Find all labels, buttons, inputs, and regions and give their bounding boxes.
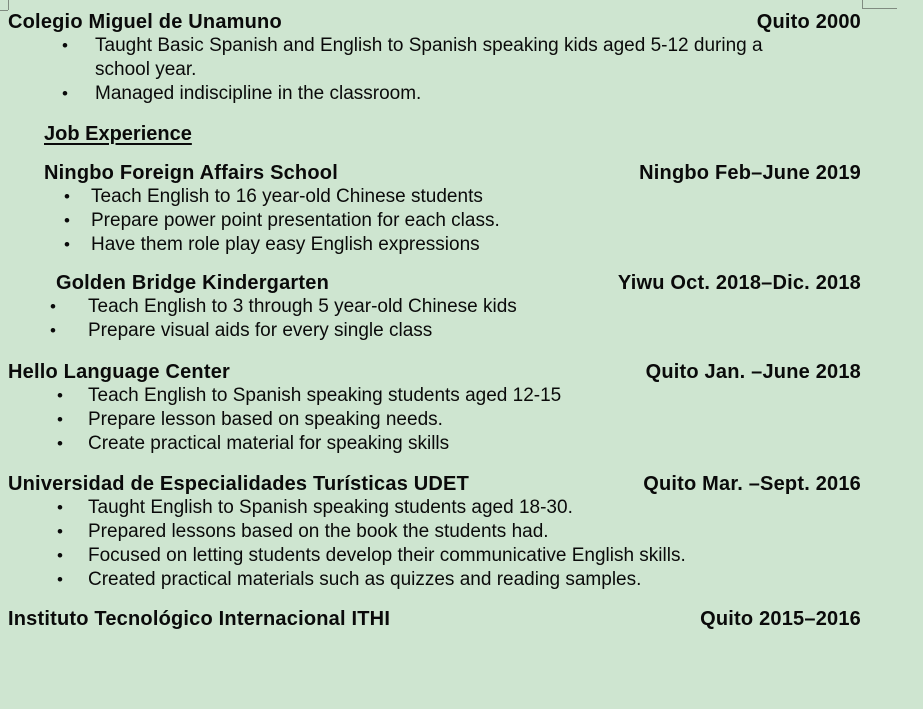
- bullet-list: [8, 496, 861, 592]
- bullet-icon: •: [57, 498, 63, 517]
- bullet-icon: •: [57, 434, 63, 453]
- bullet-text: Have them role play easy English expressions: [91, 234, 480, 255]
- bullet-item: [8, 319, 861, 343]
- bullet-text: Prepared lessons based on the book the students had.: [88, 521, 549, 542]
- bullet-icon: •: [62, 36, 68, 55]
- bullet-list: [8, 384, 861, 456]
- section-title: Universidad de Especialidades Turísticas UDET: [8, 473, 470, 495]
- section-date: Yiwu Oct. 2018–Dic. 2018: [617, 272, 861, 294]
- resume-section-udet: [8, 472, 861, 592]
- bullet-list: [8, 185, 861, 257]
- resume-section-hello: [8, 360, 861, 456]
- bullet-icon: •: [50, 297, 56, 316]
- bullet-item: [8, 408, 861, 432]
- section-title: Golden Bridge Kindergarten: [56, 272, 330, 294]
- bullet-icon: •: [64, 235, 70, 254]
- bullet-item: [8, 233, 861, 257]
- bullet-text: Create practical material for speaking skills: [88, 433, 450, 454]
- bullet-text: Prepare power point presentation for each class.: [91, 210, 500, 231]
- bullet-text: Teach English to Spanish speaking students aged 12-15: [88, 385, 562, 406]
- bullet-item: [8, 496, 861, 520]
- section-date: Ningbo Feb–June 2019: [639, 162, 861, 184]
- bullet-text: Taught Basic Spanish and English to Spanish speaking kids aged 5-12 during a school year.: [95, 35, 763, 80]
- bullet-icon: •: [50, 321, 56, 340]
- bullet-item: [8, 82, 795, 106]
- section-header: [8, 271, 861, 295]
- bullet-item: [8, 432, 861, 456]
- section-header: [8, 360, 861, 384]
- section-header: [8, 161, 861, 185]
- bullet-text: Prepare visual aids for every single class: [88, 320, 433, 341]
- resume-section-ithi: [8, 607, 861, 631]
- bullet-item: [8, 544, 861, 568]
- bullet-list: [8, 295, 861, 343]
- bullet-list: [8, 34, 861, 106]
- bullet-item: [8, 520, 861, 544]
- bullet-item: [8, 568, 861, 592]
- bullet-text: Managed indiscipline in the classroom.: [95, 83, 422, 104]
- bullet-text: Prepare lesson based on speaking needs.: [88, 409, 443, 430]
- bullet-text: Teach English to 16 year-old Chinese students: [91, 186, 483, 207]
- section-title: Ningbo Foreign Affairs School: [44, 162, 338, 184]
- resume-section-colegio: [8, 10, 861, 106]
- section-header: [8, 607, 861, 631]
- section-header: [8, 472, 861, 496]
- section-title: Colegio Miguel de Unamuno: [8, 11, 282, 33]
- bullet-text: Taught English to Spanish speaking students aged 18-30.: [88, 497, 573, 518]
- job-experience-heading: [8, 122, 861, 146]
- bullet-item: [8, 185, 861, 209]
- bullet-icon: •: [64, 187, 70, 206]
- section-title: Instituto Tecnológico Internacional ITHI: [8, 608, 391, 630]
- bullet-icon: •: [64, 211, 70, 230]
- job-experience-heading-text: Job Experience: [44, 123, 192, 145]
- section-date: Quito Mar. –Sept. 2016: [643, 473, 861, 495]
- section-header: [8, 10, 861, 34]
- bullet-item: [8, 209, 861, 233]
- section-date: Quito Jan. –June 2018: [645, 361, 861, 383]
- bullet-item: [8, 384, 861, 408]
- resume-section-ningbo: [8, 161, 861, 257]
- section-date: Quito 2000: [756, 11, 861, 33]
- bullet-icon: •: [57, 386, 63, 405]
- bullet-item: [8, 34, 795, 82]
- bullet-text: Teach English to 3 through 5 year-old Chinese kids: [88, 296, 517, 317]
- section-date: Quito 2015–2016: [700, 608, 861, 630]
- bullet-icon: •: [57, 410, 63, 429]
- bullet-icon: •: [62, 84, 68, 103]
- bullet-icon: •: [57, 570, 63, 589]
- bullet-text: Focused on letting students develop their communicative English skills.: [88, 545, 686, 566]
- resume-section-golden-bridge: [8, 271, 861, 343]
- bullet-text: Created practical materials such as quizzes and reading samples.: [88, 569, 642, 590]
- bullet-icon: •: [57, 546, 63, 565]
- bullet-icon: •: [57, 522, 63, 541]
- section-title: Hello Language Center: [8, 361, 231, 383]
- bullet-item: [8, 295, 861, 319]
